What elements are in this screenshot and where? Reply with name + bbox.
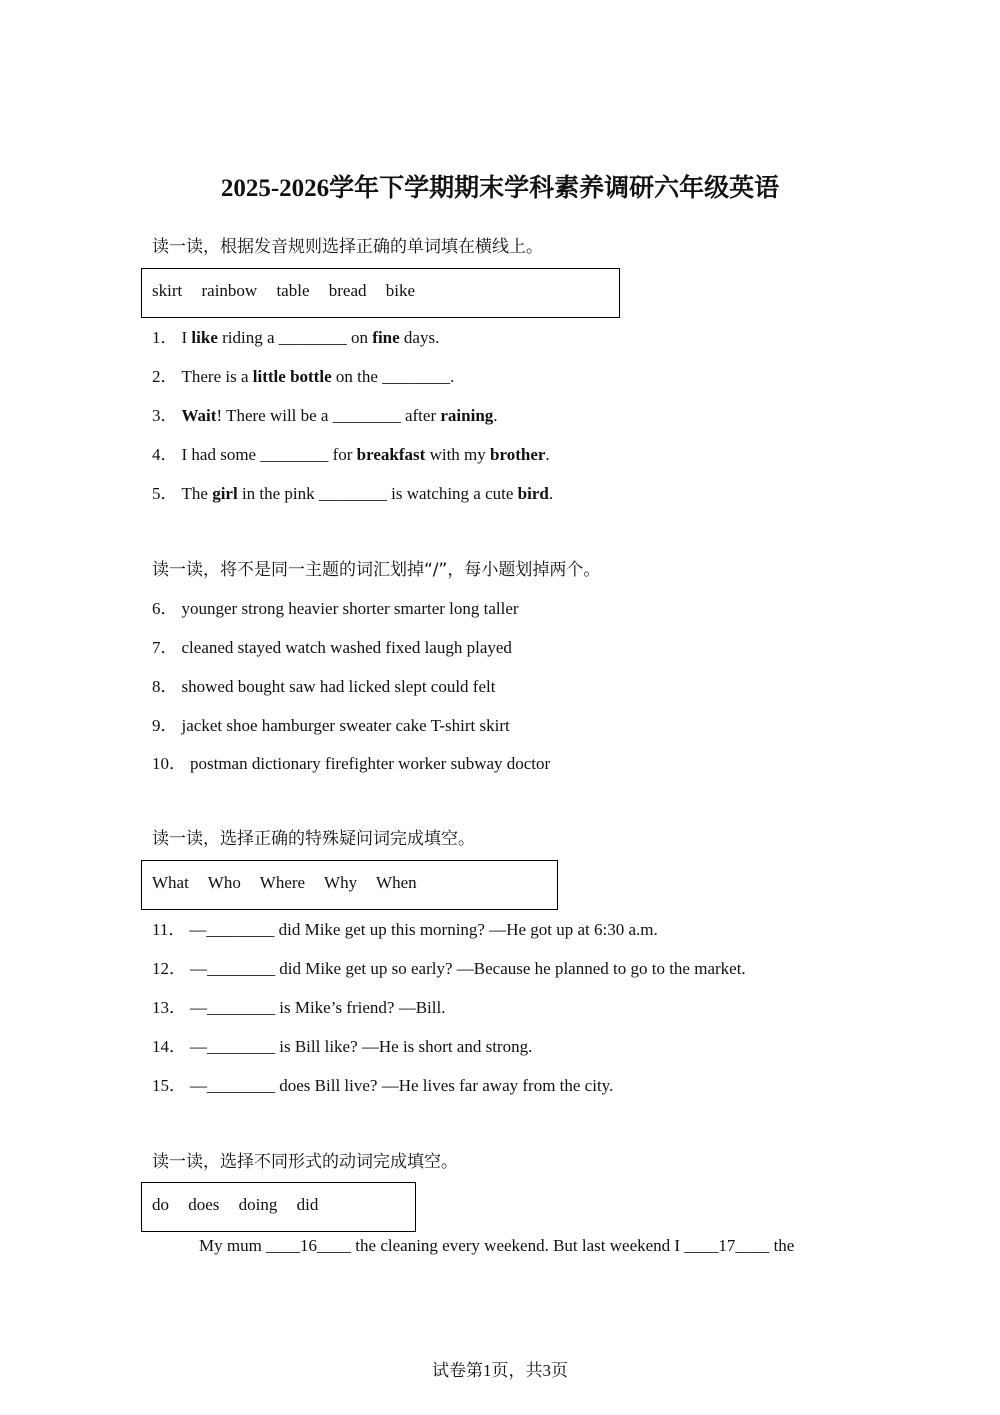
word-bank-item: table: [276, 281, 310, 300]
question-9: 9． jacket shoe hamburger sweater cake T-shirt skirt: [152, 716, 510, 735]
section-4-instruction: 读一读，选择不同形式的动词完成填空。: [152, 1152, 458, 1172]
section-1-instruction: 读一读，根据发音规则选择正确的单词填在横线上。: [152, 237, 543, 257]
word-bank-item: rainbow: [201, 281, 258, 300]
word-bank-4: [141, 1182, 416, 1232]
word-bank-item: Who: [207, 873, 241, 892]
word-bank-item: bike: [385, 281, 416, 300]
word-bank-item: do: [152, 1195, 169, 1214]
word-bank-item: When: [376, 873, 417, 892]
page-title: 2025-2026学年下学期期末学科素养调研六年级英语: [220, 175, 780, 202]
question-6: 6． younger strong heavier shorter smarter long taller: [152, 599, 519, 618]
section-2-instruction: 读一读，将不是同一主题的词汇划掉“/”，每小题划掉两个。: [152, 560, 601, 580]
section-3-instruction: 读一读，选择正确的特殊疑问词完成填空。: [152, 829, 475, 849]
question-2: 2． There is a little bottle on the ________.: [152, 367, 455, 386]
question-10: 10． postman dictionary firefighter worker subway doctor: [152, 754, 551, 773]
word-bank-item: bread: [328, 281, 367, 300]
question-13: 13． —________ is Mike’s friend? —Bill.: [152, 998, 446, 1017]
question-15: 15． —________ does Bill live? —He lives far away from the city.: [152, 1076, 614, 1095]
question-11: 11． —________ did Mike get up this morning? —He got up at 6:30 a.m.: [152, 920, 658, 939]
word-bank-3: [141, 860, 558, 910]
cloze-passage: My mum ____16____ the cleaning every weekend. But last weekend I ____17____ the: [199, 1236, 795, 1255]
question-8: 8． showed bought saw had licked slept could felt: [152, 677, 496, 696]
word-bank-item: Why: [324, 873, 358, 892]
page-footer: 试卷第1页，共3页: [432, 1361, 568, 1380]
word-bank-item: did: [296, 1195, 319, 1214]
word-bank-1: [141, 268, 620, 318]
question-1: 1． I like riding a ________ on fine days.: [152, 328, 440, 347]
question-14: 14． —________ is Bill like? —He is short and strong.: [152, 1037, 533, 1056]
question-4: 4． I had some ________ for breakfast with my brother.: [152, 445, 550, 464]
question-3: 3． Wait! There will be a ________ after raining.: [152, 406, 498, 425]
question-5: 5． The girl in the pink ________ is watching a cute bird.: [152, 484, 554, 503]
question-7: 7． cleaned stayed watch washed fixed laugh played: [152, 638, 512, 657]
word-bank-item: skirt: [152, 281, 183, 300]
word-bank-item: Where: [259, 873, 306, 892]
word-bank-item: doing: [238, 1195, 278, 1214]
word-bank-item: does: [188, 1195, 220, 1214]
word-bank-item: What: [152, 873, 189, 892]
question-12: 12． —________ did Mike get up so early? —Because he planned to go to the market.: [152, 959, 746, 978]
